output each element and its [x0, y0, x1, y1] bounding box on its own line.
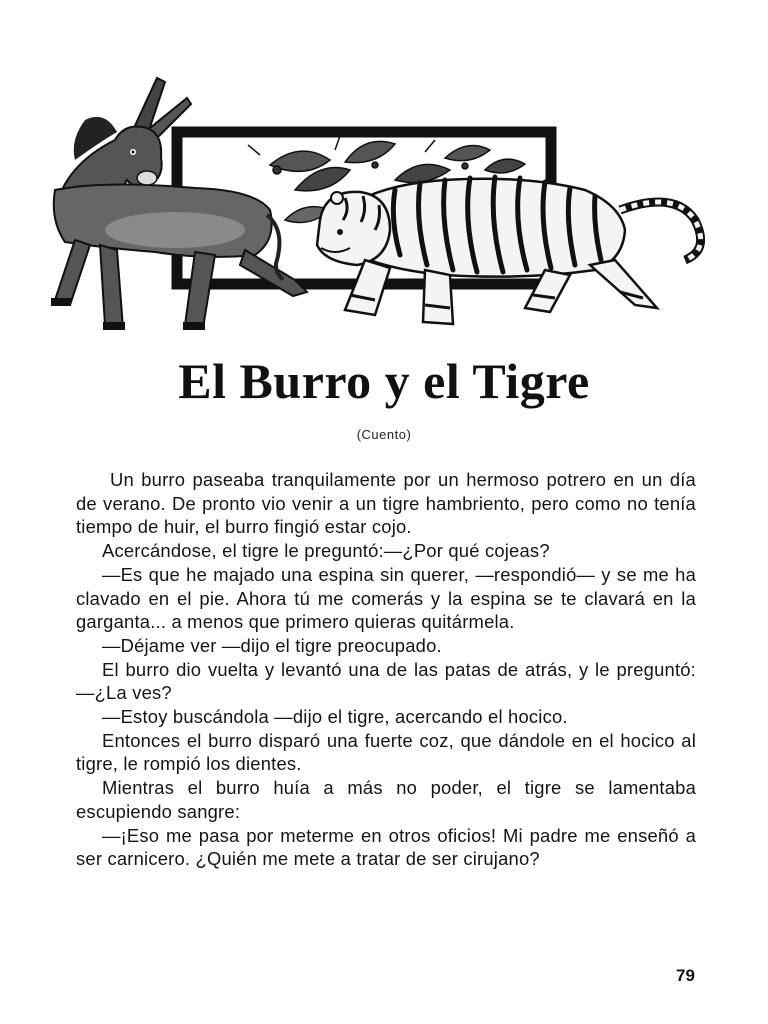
story-paragraph: Entonces el burro disparó una fuerte coz, que dándole en el hocico al tigre, le rompió los dientes.	[76, 729, 696, 775]
story-paragraph: Un burro paseaba tranquilamente por un hermoso potrero en un día de verano. De pronto vio venir a un tigre hambriento, pero como no tenía tiempo de huir, el burro fingió estar cojo.	[76, 469, 696, 538]
story-paragraph: —Estoy buscándola —dijo el tigre, acercando el hocico.	[102, 706, 568, 728]
story-paragraph: —Es que he majado una espina sin querer, —respondió— y se me ha clavado en el pie. Ahora tú me comerás y la espina se te clavará en la garganta... a menos que primero quieras quitármela.	[76, 563, 696, 633]
story-paragraph: —¡Eso me pasa por meterme en otros oficios! Mi padre me enseñó a ser carnicero. ¿Quién me mete a tratar de ser cirujano?	[76, 824, 696, 870]
subtitle: (Cuento)	[356, 427, 412, 442]
story-text	[76, 468, 696, 871]
story-paragraph: Acercándose, el tigre le preguntó:—¿Por qué cojeas?	[102, 540, 550, 562]
illustration-donkey-and-tiger	[45, 70, 725, 345]
donkey-figure	[51, 78, 307, 330]
story-paragraph: El burro dio vuelta y levantó una de las patas de atrás, y le preguntó: —¿La ves?	[76, 658, 696, 704]
tiger-figure	[317, 177, 701, 324]
story-paragraph: —Déjame ver —dijo el tigre preocupado.	[102, 634, 442, 656]
story-paragraph: Mientras el burro huía a más no poder, el tigre se lamentaba escupiendo sangre:	[76, 777, 696, 822]
page-number: 79	[676, 966, 695, 985]
page-title: El Burro y el Tigre	[178, 353, 590, 409]
